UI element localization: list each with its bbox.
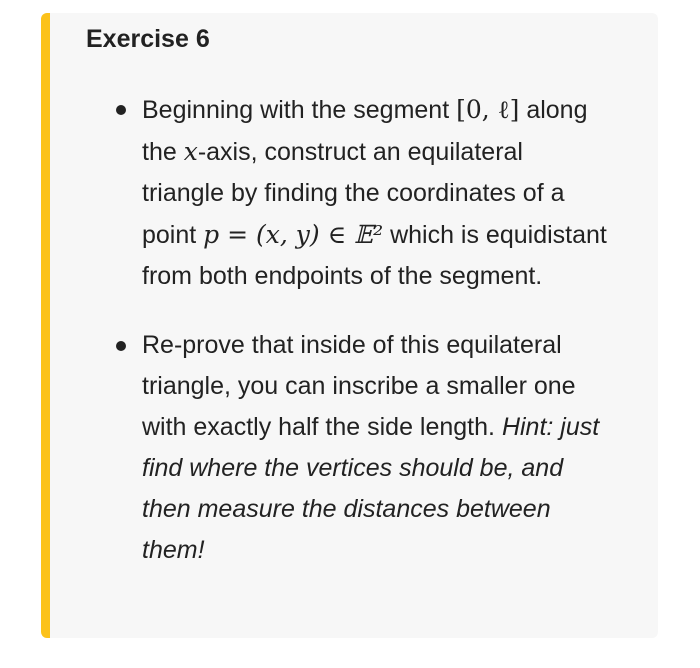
bullet-icon [116, 341, 126, 351]
exercise-list [50, 89, 610, 571]
item-1-text-part-1: Beginning with the segment [142, 96, 457, 124]
item-2-hint: Hint: just find where the vertices should be, and then measure the distances between them! [142, 413, 600, 564]
item-1-math-interval: [0, ℓ] [456, 95, 520, 124]
item-1-text-part-3: -axis, construct an equilateral triangle by finding the coordinates of a point [142, 138, 565, 249]
bullet-icon [116, 105, 126, 115]
exercise-item-2 [50, 325, 610, 571]
exercise-card [41, 13, 658, 638]
item-1-text-part-2: along the [142, 96, 588, 166]
exercise-item-1 [50, 89, 610, 297]
exercise-title: Exercise 6 [86, 25, 210, 53]
item-1-math-point: p = (x, y) ∈ 𝔼² [203, 220, 384, 249]
item-1-text-part-4: which is equidistant from both endpoints of the segment. [142, 221, 607, 290]
item-1-math-x: x [183, 137, 198, 166]
item-2-text: Re-prove that inside of this equilateral triangle, you can inscribe a smaller one with exactly half the side length. [142, 331, 576, 441]
